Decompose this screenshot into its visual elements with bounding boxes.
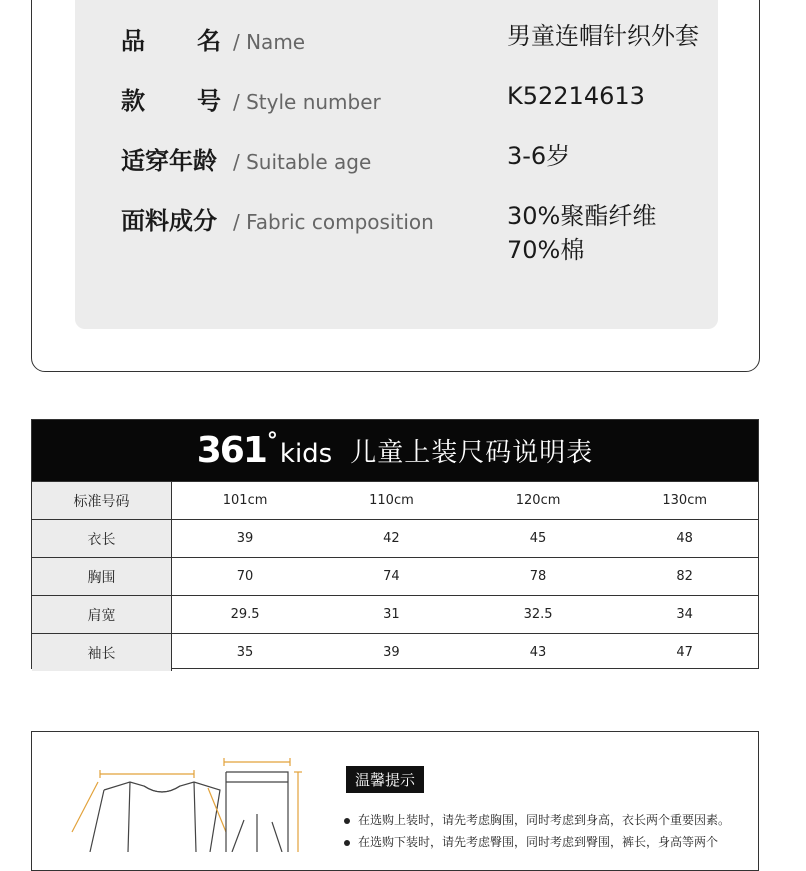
size-chart: [31, 419, 759, 669]
info-value-name: 男童连帽针织外套: [507, 22, 699, 50]
info-en-name: / Name: [233, 30, 306, 54]
info-en-age: / Suitable age: [233, 150, 372, 174]
top-garment-icon: [90, 782, 220, 852]
info-row-fabric: [121, 201, 434, 236]
row-label: 肩宽: [32, 596, 172, 634]
info-value-age: 3-6岁: [507, 142, 571, 170]
info-label-name: 品 名: [121, 27, 221, 55]
value-cell: 32.5: [465, 596, 612, 634]
value-cell: 78: [465, 558, 612, 596]
size-chart-table: [32, 481, 758, 671]
brand-logo-kids: kids: [279, 439, 333, 469]
info-en-fabric: / Fabric composition: [233, 210, 434, 234]
value-cell: 42: [318, 520, 465, 558]
value-cell: 70: [172, 558, 319, 596]
value-cell: 39: [172, 520, 319, 558]
tip-item: 在选购上装时，请先考虑胸围，同时考虑到身高，衣长两个重要因素。: [344, 811, 730, 828]
size-cell: 120cm: [465, 482, 612, 520]
table-row: [32, 596, 758, 634]
info-label-fabric: 面料成分: [121, 207, 217, 235]
tips-title: 温馨提示: [346, 766, 424, 793]
info-label-style: 款 号: [121, 87, 221, 115]
value-cell: 31: [318, 596, 465, 634]
info-en-style: / Style number: [233, 90, 381, 114]
brand-logo-degree: °: [266, 429, 278, 454]
row-label: 衣长: [32, 520, 172, 558]
table-row: [32, 558, 758, 596]
value-cell: 82: [611, 558, 758, 596]
info-row-style: [121, 81, 381, 116]
table-row: [32, 634, 758, 672]
fabric-line-1: 30%聚酯纤维: [507, 202, 657, 230]
top-measure-lines: [72, 770, 226, 832]
info-value-style: K52214613: [507, 82, 645, 110]
brand-logo-number: 361: [196, 430, 266, 471]
product-info-card: [75, 0, 718, 329]
table-row: [32, 482, 758, 520]
size-cell: 110cm: [318, 482, 465, 520]
info-row-name: [121, 21, 305, 56]
tip-item: 在选购下装时，请先考虑臀围，同时考虑到臀围，裤长，身高等两个: [344, 833, 718, 850]
row-label: 胸围: [32, 558, 172, 596]
size-cell: 130cm: [611, 482, 758, 520]
value-cell: 48: [611, 520, 758, 558]
row-label: 袖长: [32, 634, 172, 672]
size-chart-title: 儿童上装尺码说明表: [350, 438, 594, 468]
pants-icon: [226, 772, 288, 852]
garment-measurement-illustration: [32, 732, 322, 852]
value-cell: 34: [611, 596, 758, 634]
info-label-age: 适穿年龄: [121, 147, 217, 175]
value-cell: 35: [172, 634, 319, 672]
value-cell: 29.5: [172, 596, 319, 634]
value-cell: 39: [318, 634, 465, 672]
measurement-tips-panel: [31, 731, 759, 871]
header-label: 标准号码: [32, 482, 172, 520]
brand-logo: [197, 430, 333, 471]
value-cell: 43: [465, 634, 612, 672]
size-chart-banner: [32, 420, 758, 481]
info-value-fabric: [507, 199, 656, 267]
value-cell: 45: [465, 520, 612, 558]
value-cell: 47: [611, 634, 758, 672]
size-cell: 101cm: [172, 482, 319, 520]
table-row: [32, 520, 758, 558]
info-row-age: [121, 141, 371, 176]
value-cell: 74: [318, 558, 465, 596]
fabric-line-2: 70%棉: [507, 236, 585, 264]
product-info-frame: [31, 0, 760, 372]
